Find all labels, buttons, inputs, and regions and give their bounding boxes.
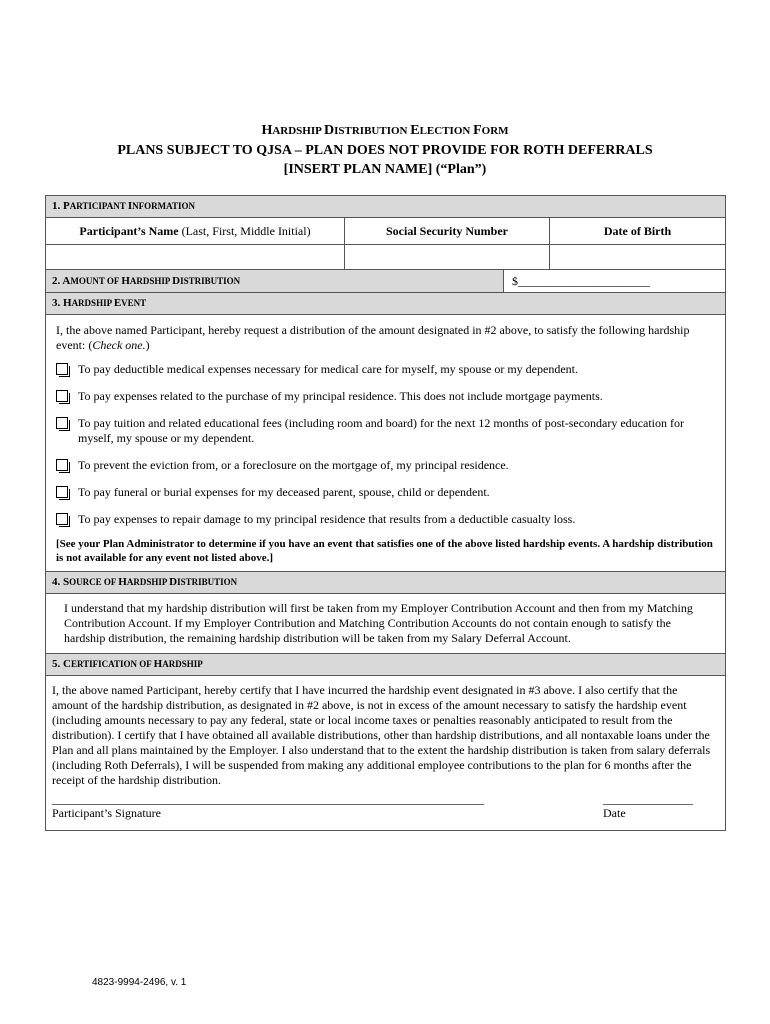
dob-field[interactable] (550, 245, 725, 269)
certification-body (45, 676, 726, 831)
section-participant-information-header: 1. PARTICIPANT INFORMATION (45, 195, 726, 218)
section-hardship-event-header: 3. HARDSHIP EVENT (45, 293, 726, 315)
amount-field[interactable]: $______________________ (504, 270, 725, 292)
ssn-column-label: Social Security Number (345, 218, 550, 244)
section-amount-header: 2. AMOUNT OF HARDSHIP DISTRIBUTION (46, 270, 504, 292)
form-title: HARDSHIP DISTRIBUTION ELECTION FORM (261, 123, 509, 138)
signature-block (52, 792, 484, 820)
signature-label: Participant’s Signature (52, 806, 161, 820)
source-body: I understand that my hardship distribution will first be taken from my Employer Contribution Account and then from my Matching Contribution Account. If my Employer Contribution and Matching Contribution Accounts do not contain enough to satisfy the hardship distribution, the remaining hardship distribution will be taken from my Salary Deferral Account. (45, 594, 726, 654)
certification-text: I, the above named Participant, hereby certify that I have incurred the hardship event designated in #3 above. I also certify that the amount of the hardship distribution, as designated in #2 above, is not in excess of the amount necessary to satisfy the hardship event (including amounts necessary to pay any federal, state or local income taxes or penalties reasonably anticipated to result from the distribution). I certify that I have obtained all available distributions, other than hardship distributions, and all nontaxable loans under the Plan and all plans maintained by the Employer. I also understand that to the extent the hardship distribution is taken from salary deferrals (including Roth Deferrals), I will be suspended from making any additional employee contributions to the plan for 6 months after the receipt of the hardship distribution. (52, 683, 711, 787)
dob-column-label: Date of Birth (603, 224, 672, 238)
option-medical: To pay deductible medical expenses necessary for medical care for myself, my spouse or my dependent. (56, 362, 719, 377)
option-tuition: To pay tuition and related educational fees (including room and board) for the next 12 months of post-secondary education for myself, my spouse or my dependent. (56, 416, 719, 446)
participant-info-header-row (45, 218, 726, 245)
document-id-footer: 4823-9994-2496, v. 1 (92, 977, 187, 988)
date-label: Date (603, 806, 626, 820)
option-residence-purchase: To pay expenses related to the purchase of my principal residence. This does not include mortgage payments. (56, 389, 719, 404)
ssn-field[interactable] (345, 245, 550, 269)
participant-name-column-label: Participant’s Name (Last, First, Middle Initial) (46, 218, 345, 244)
form-title-block (0, 121, 770, 179)
administrator-note: [See your Plan Administrator to determine if you have an event that satisfies one of the above listed hardship events. A hardship distribution is not available for any event not listed above.] (56, 538, 713, 564)
checkbox[interactable] (56, 363, 68, 375)
checkbox[interactable] (56, 486, 68, 498)
plan-name-line: [INSERT PLAN NAME] (“Plan”) (283, 162, 487, 177)
section-amount-row (45, 270, 726, 293)
hardship-event-intro: I, the above named Participant, hereby request a distribution of the amount designated in #2 above, to satisfy the following hardship event: (Check one.) (56, 323, 690, 352)
election-form (45, 195, 726, 831)
option-eviction: To prevent the eviction from, or a foreclosure on the mortgage of, my principal residence. (56, 458, 719, 473)
participant-info-entry-row (45, 245, 726, 270)
section-certification-header: 5. CERTIFICATION OF HARDSHIP (45, 654, 726, 676)
hardship-event-body (45, 315, 726, 572)
date-line[interactable]: _______________ (603, 792, 693, 806)
checkbox[interactable] (56, 417, 68, 429)
date-block (603, 792, 693, 820)
section-source-header: 4. SOURCE OF HARDSHIP DISTRIBUTION (45, 572, 726, 594)
checkbox[interactable] (56, 459, 68, 471)
form-subtitle: PLANS SUBJECT TO QJSA – PLAN DOES NOT PROVIDE FOR ROTH DEFERRALS (117, 143, 653, 158)
checkbox[interactable] (56, 513, 68, 525)
checkbox[interactable] (56, 390, 68, 402)
participant-name-field[interactable] (46, 245, 345, 269)
signature-line[interactable]: ________________________________________________________________________ (52, 792, 484, 806)
option-casualty-repair: To pay expenses to repair damage to my principal residence that results from a deductible casualty loss. (56, 512, 719, 527)
signature-row (52, 792, 715, 820)
option-funeral: To pay funeral or burial expenses for my deceased parent, spouse, child or dependent. (56, 485, 719, 500)
